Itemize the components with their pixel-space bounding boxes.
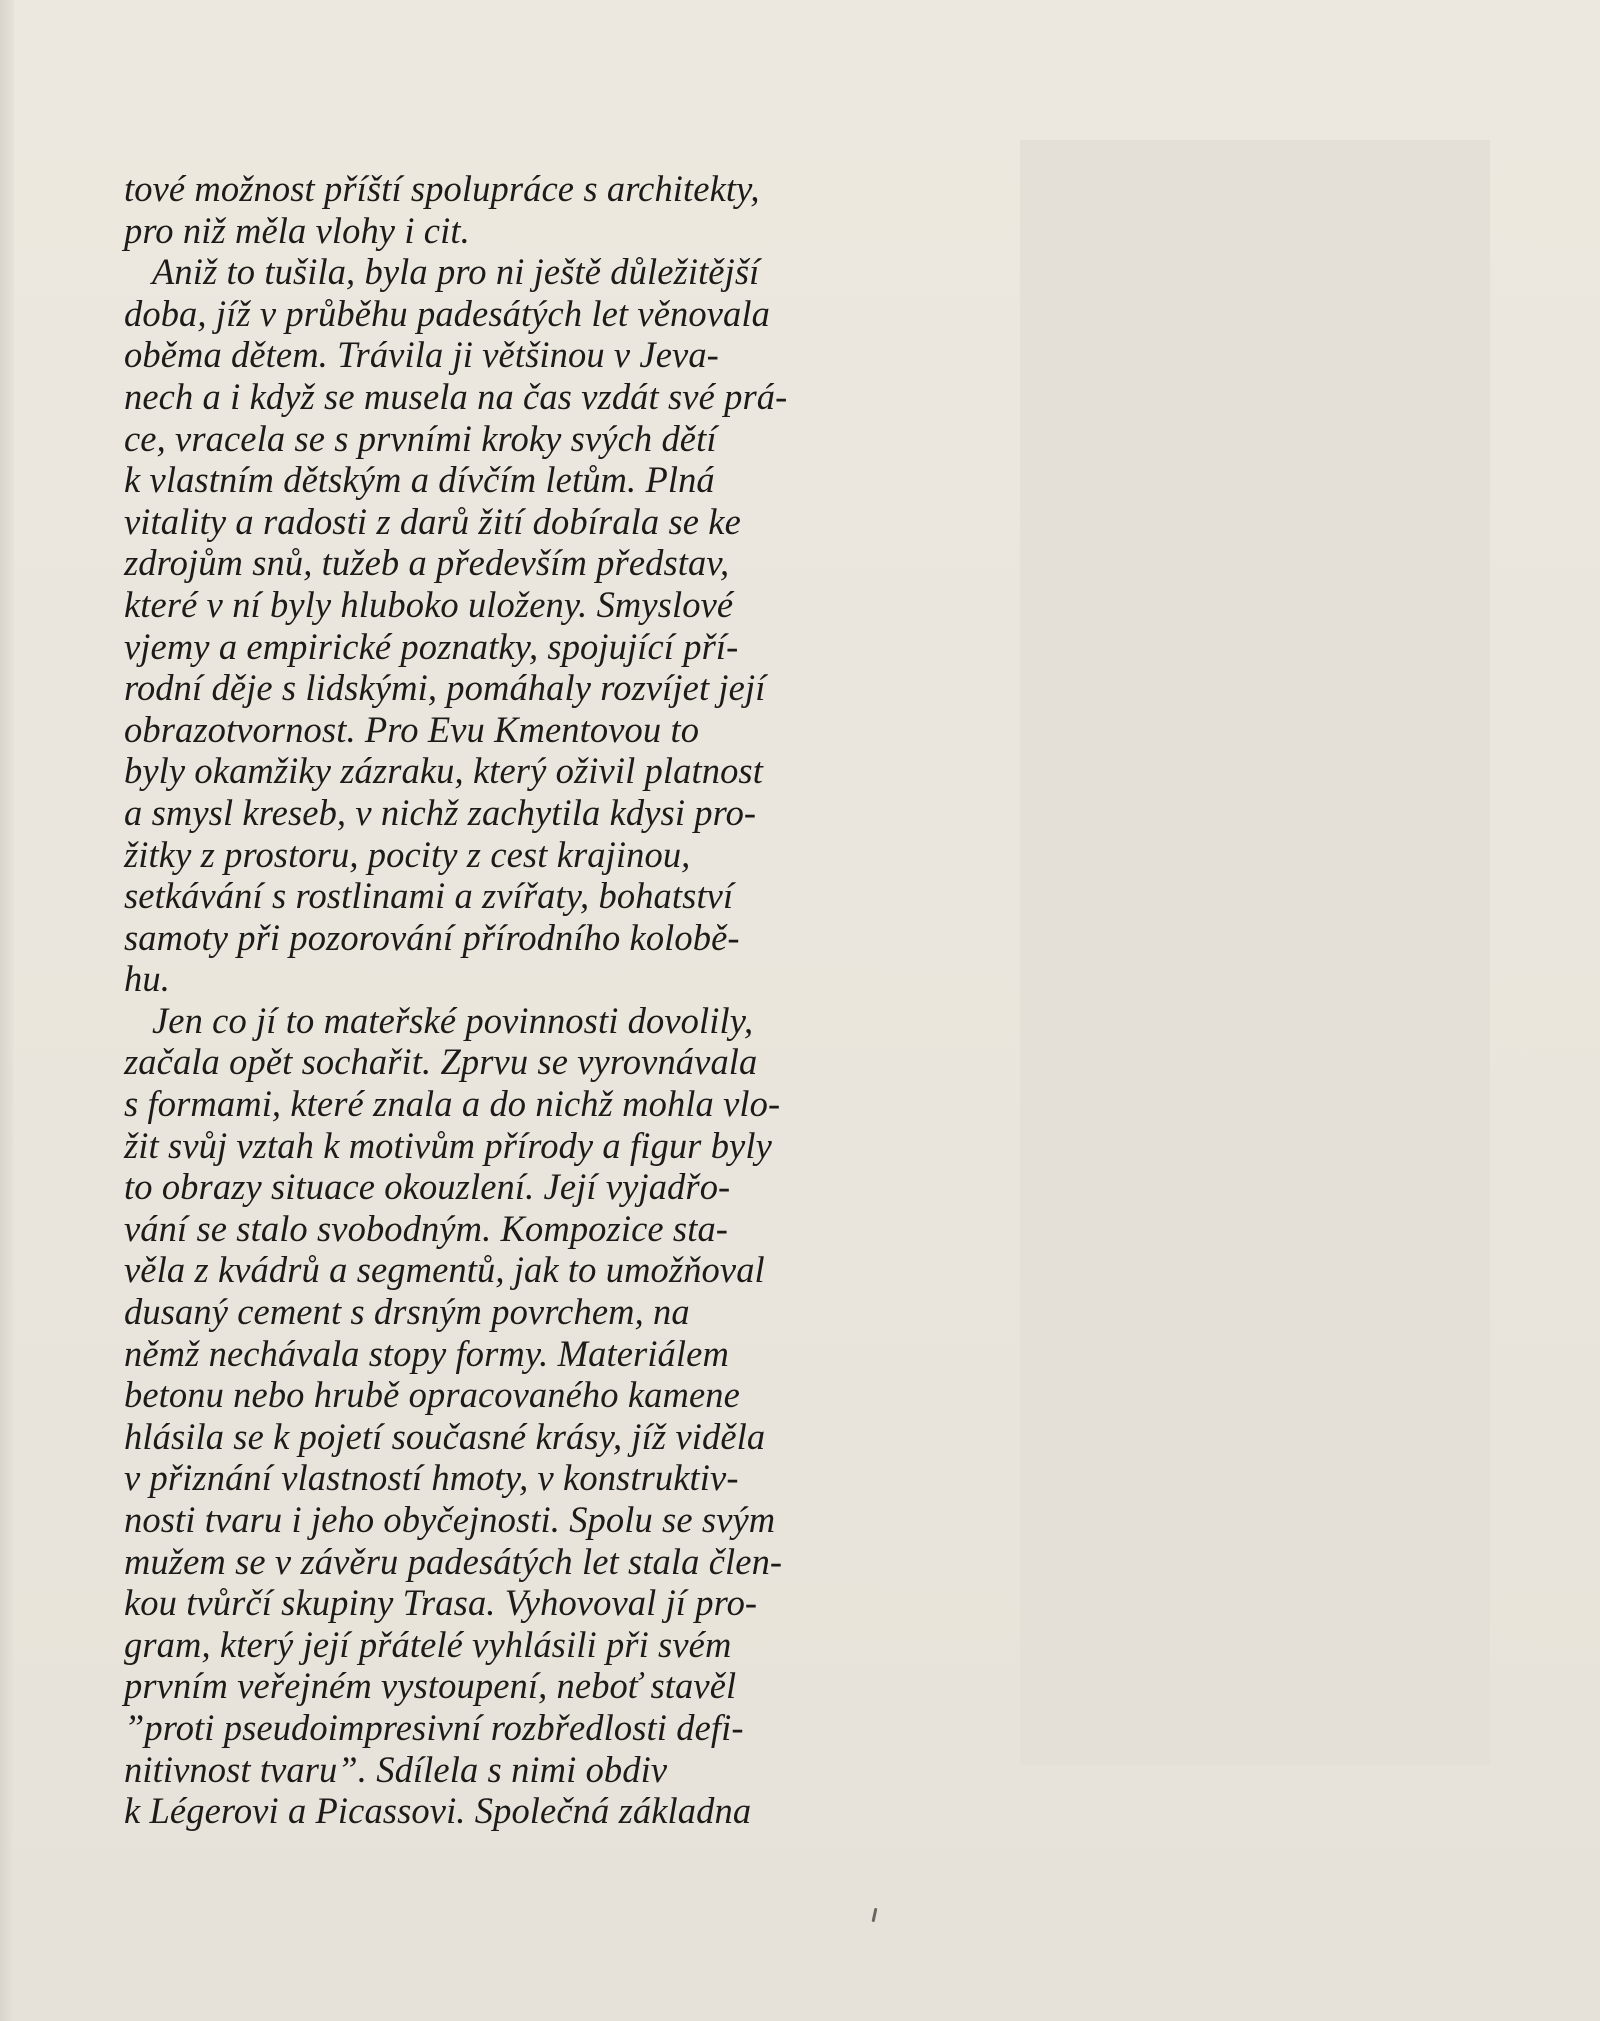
text-line: které v ní byly hluboko uloženy. Smyslové bbox=[124, 583, 734, 625]
text-line: ce, vracela se s prvními kroky svých dětí bbox=[124, 417, 717, 459]
text-line: hlásila se k pojetí současné krásy, jíž viděla bbox=[124, 1415, 766, 1457]
text-line: pro niž měla vlohy i cit. bbox=[124, 209, 470, 251]
text-line: hu. bbox=[124, 958, 170, 1000]
text-line: němž nechávala stopy formy. Materiálem bbox=[124, 1332, 729, 1374]
text-line: k vlastním dětským a dívčím letům. Plná bbox=[124, 459, 715, 501]
text-line: obrazotvornost. Pro Evu Kmentovou to bbox=[124, 708, 700, 750]
text-line: rodní děje s lidskými, pomáhaly rozvíjet její bbox=[124, 667, 766, 709]
text-line: samoty při pozorování přírodního kolobě- bbox=[124, 916, 740, 958]
text-line: s formami, které znala a do nichž mohla vlo- bbox=[124, 1083, 781, 1125]
text-line: věla z kvádrů a segmentů, jak to umožňoval bbox=[124, 1249, 765, 1291]
text-line: začala opět sochařit. Zprvu se vyrovnávala bbox=[124, 1041, 758, 1083]
text-line: vitality a radosti z darů žití dobírala se ke bbox=[124, 500, 741, 542]
facing-page-show-through bbox=[1020, 140, 1490, 1765]
text-line: k Légerovi a Picassovi. Společná základna bbox=[124, 1790, 752, 1832]
text-line: doba, jíž v průběhu padesátých let věnovala bbox=[124, 292, 770, 334]
text-line: zdrojům snů, tužeb a především představ, bbox=[124, 542, 730, 584]
text-line: to obrazy situace okouzlení. Její vyjadřo- bbox=[124, 1166, 731, 1208]
ink-speck bbox=[872, 1908, 878, 1922]
text-line: vání se stalo svobodným. Kompozice sta- bbox=[124, 1207, 729, 1249]
text-line: ”proti pseudoimpresivní rozbředlosti defi- bbox=[124, 1706, 744, 1748]
text-line: Aniž to tušila, byla pro ni ještě důležitější bbox=[152, 251, 760, 293]
text-line: žit svůj vztah k motivům přírody a figur byly bbox=[124, 1124, 772, 1166]
page-edge bbox=[0, 0, 14, 2021]
text-line: žitky z prostoru, pocity z cest krajinou, bbox=[124, 833, 691, 875]
text-line: betonu nebo hrubě opracovaného kamene bbox=[124, 1374, 740, 1416]
text-line: nech a i když se musela na čas vzdát své prá- bbox=[124, 375, 788, 417]
text-line: dusaný cement s drsným povrchem, na bbox=[124, 1291, 690, 1333]
text-line: Jen co jí to mateřské povinnosti dovolily, bbox=[152, 999, 754, 1041]
body-text-column bbox=[124, 168, 924, 1832]
text-line: a smysl kreseb, v nichž zachytila kdysi pro- bbox=[124, 791, 757, 833]
text-line: nitivnost tvaru”. Sdílela s nimi obdiv bbox=[124, 1748, 668, 1790]
text-line: kou tvůrčí skupiny Trasa. Vyhovoval jí pro- bbox=[124, 1582, 758, 1624]
text-line: byly okamžiky zázraku, který oživil platnost bbox=[124, 750, 763, 792]
text-line: oběma dětem. Trávila ji většinou v Jeva- bbox=[124, 334, 719, 376]
text-line: nosti tvaru i jeho obyčejnosti. Spolu se svým bbox=[124, 1499, 776, 1540]
text-line: tové možnost příští spolupráce s architekty, bbox=[124, 168, 760, 209]
text-line: mužem se v závěru padesátých let stala člen- bbox=[124, 1540, 783, 1582]
text-line: gram, který její přátelé vyhlásili při svém bbox=[124, 1623, 732, 1665]
text-line: v přiznání vlastností hmoty, v konstruktiv- bbox=[124, 1457, 739, 1499]
text-line: setkávání s rostlinami a zvířaty, bohatství bbox=[124, 875, 734, 917]
text-line: prvním veřejném vystoupení, neboť stavěl bbox=[124, 1665, 737, 1707]
text-line: vjemy a empirické poznatky, spojující pří- bbox=[124, 625, 739, 667]
